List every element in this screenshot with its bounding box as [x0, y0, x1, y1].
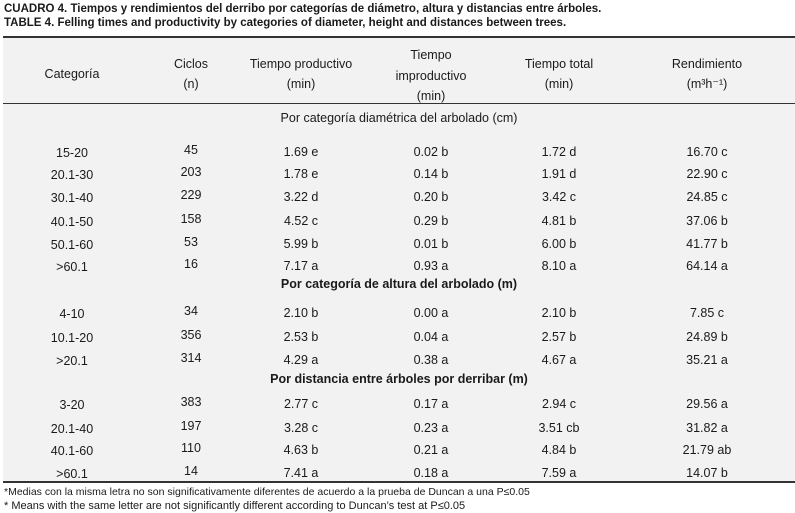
- column-header-6-line2: (m³h⁻¹): [686, 77, 728, 91]
- table-cell: 203: [180, 165, 202, 179]
- table-cell: 1.78 e: [283, 167, 319, 181]
- table-cell: 0.01 b: [413, 237, 449, 251]
- table-cell: 15-20: [56, 146, 88, 160]
- column-header-3-line1: Tiempo productivo: [249, 57, 353, 71]
- column-header-4-line3: (min): [416, 89, 446, 103]
- table-cell: 24.85 c: [686, 190, 728, 204]
- table-cell: 31.82 a: [686, 421, 728, 435]
- table-cell: 7.17 a: [283, 259, 319, 273]
- table-cell: 64.14 a: [686, 259, 728, 273]
- table-cell: 34: [184, 304, 198, 318]
- column-header-4-line2: improductivo: [395, 69, 467, 83]
- table-cell: 6.00 b: [541, 237, 577, 251]
- table-cell: 0.20 b: [413, 190, 449, 204]
- table-top-rule: [3, 36, 795, 38]
- table-cell: >20.1: [56, 354, 88, 368]
- table-cell: 110: [181, 441, 201, 455]
- table-cell: 7.59 a: [541, 466, 577, 480]
- table-cell: 40.1-60: [50, 444, 94, 458]
- table-cell: 4.52 c: [283, 214, 319, 228]
- table-cell: 1.69 e: [283, 145, 319, 159]
- table-cell: 4.63 b: [283, 443, 319, 457]
- table-cell: 0.29 b: [413, 214, 449, 228]
- table-cell: >60.1: [56, 467, 88, 481]
- table-cell: 7.85 c: [689, 306, 725, 320]
- footnote-es: *Medias con la misma letra no son significativamente diferentes de acuerdo a la prueba de Duncan a una P≤0.05: [4, 486, 530, 498]
- column-header-4-line1: Tiempo: [410, 48, 452, 62]
- table-cell: 1.72 d: [541, 145, 577, 159]
- table-cell: 4.67 a: [541, 353, 577, 367]
- table-cell: 5.99 b: [283, 237, 319, 251]
- table-cell: 16.70 c: [686, 145, 728, 159]
- footnote-en: * Means with the same letter are not significantly different according to Duncan’s test at P≤0.05: [4, 500, 466, 512]
- table-cell: 30.1-40: [50, 191, 94, 205]
- table-cell: 0.21 a: [413, 443, 449, 457]
- table-cell: 29.56 a: [686, 397, 728, 411]
- table-cell: 4.29 a: [283, 353, 319, 367]
- column-header-5-line2: (min): [544, 77, 574, 91]
- table-cell: 0.04 a: [413, 330, 449, 344]
- table-cell: 383: [180, 395, 202, 409]
- table-cell: 14.07 b: [686, 466, 728, 480]
- table-cell: 0.14 b: [413, 167, 449, 181]
- table-cell: 22.90 c: [686, 167, 728, 181]
- table-cell: 0.00 a: [413, 306, 449, 320]
- table-cell: 0.38 a: [413, 353, 449, 367]
- table-cell: 229: [180, 188, 202, 202]
- table-cell: 0.17 a: [413, 397, 449, 411]
- table-cell: >60.1: [56, 260, 88, 274]
- table-cell: 53: [184, 235, 198, 249]
- table-cell: 2.94 c: [541, 397, 577, 411]
- table-cell: 20.1-40: [50, 422, 94, 436]
- table-cell: 8.10 a: [541, 259, 577, 273]
- table-cell: 3.51 cb: [538, 421, 580, 435]
- table-cell: 41.77 b: [686, 237, 728, 251]
- table-cell: 21.79 ab: [682, 443, 732, 457]
- table-cell: 3-20: [59, 398, 85, 412]
- table-cell: 356: [180, 328, 202, 342]
- table-cell: 0.93 a: [413, 259, 449, 273]
- table-cell: 37.06 b: [686, 214, 728, 228]
- table-cell: 45: [184, 143, 198, 157]
- table-cell: 10.1-20: [50, 331, 94, 345]
- table-cell: 14: [184, 464, 198, 478]
- table-cell: 35.21 a: [686, 353, 728, 367]
- column-header-2-line2: (n): [183, 77, 199, 91]
- table-cell: 40.1-50: [50, 215, 94, 229]
- table-cell: 3.28 c: [283, 421, 319, 435]
- column-header-1-line1: Categoría: [44, 67, 100, 81]
- table-cell: 2.77 c: [283, 397, 319, 411]
- table-cell: 20.1-30: [50, 168, 94, 182]
- section-title: Por categoría diamétrica del arbolado (cm): [280, 111, 518, 125]
- table-cell: 4.81 b: [541, 214, 577, 228]
- table-cell: 4.84 b: [541, 443, 577, 457]
- table-caption-es: CUADRO 4. Tiempos y rendimientos del derribo por categorías de diámetro, altura y distancias entre árboles.: [4, 3, 602, 15]
- table-cell: 3.22 d: [283, 190, 319, 204]
- column-header-3-line2: (min): [286, 77, 316, 91]
- section-title: Por distancia entre árboles por derribar (m): [270, 372, 528, 386]
- table-cell: 0.23 a: [413, 421, 449, 435]
- table-cell: 1.91 d: [541, 167, 577, 181]
- table-cell: 197: [180, 419, 202, 433]
- table-cell: 158: [180, 212, 202, 226]
- table-cell: 2.10 b: [283, 306, 319, 320]
- table-cell: 314: [180, 351, 202, 365]
- table-cell: 7.41 a: [283, 466, 319, 480]
- column-header-5-line1: Tiempo total: [524, 57, 594, 71]
- column-header-6-line1: Rendimiento: [671, 57, 743, 71]
- table-caption-en: TABLE 4. Felling times and productivity by categories of diameter, height and distances between trees.: [4, 17, 567, 29]
- table-cell: 16: [184, 257, 198, 271]
- table-cell: 0.02 b: [413, 145, 449, 159]
- section-title: Por categoría de altura del arbolado (m): [280, 277, 518, 291]
- table-cell: 50.1-60: [50, 238, 94, 252]
- table-cell: 4-10: [59, 307, 85, 321]
- table-cell: 24.89 b: [686, 330, 728, 344]
- column-header-2-line1: Ciclos: [173, 57, 209, 71]
- table-cell: 2.10 b: [541, 306, 577, 320]
- table-cell: 0.18 a: [413, 466, 449, 480]
- table-cell: 2.53 b: [283, 330, 319, 344]
- table-cell: 3.42 c: [541, 190, 577, 204]
- table-cell: 2.57 b: [541, 330, 577, 344]
